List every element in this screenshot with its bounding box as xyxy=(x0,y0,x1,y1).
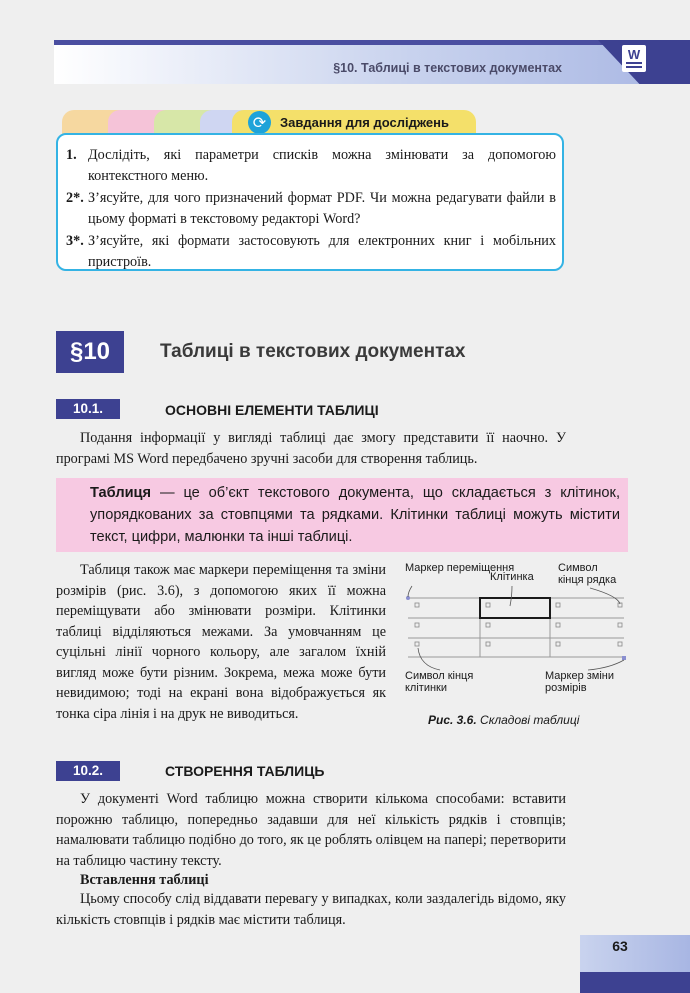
label-row-end: Символ кінця рядка xyxy=(558,562,617,586)
label-resize-marker: Маркер зміни розмірів xyxy=(545,670,615,694)
refresh-icon: ⟳ xyxy=(248,111,271,134)
label-cell-end: Символ кінця клітинки xyxy=(405,670,474,694)
task-item xyxy=(66,145,556,187)
paragraph-creation: У документі Word таблицю можна створити кількома способами: вставити порожню таблицю, попередньо задавши для неї кількість рядків і стовпців; намалювати таблицю подібно до того, як це роблять олівцем на папері; перетворити на таблицю частину тексту. xyxy=(56,791,566,869)
paragraph-insert: Цьому способу слід віддавати перевагу у випадках, коли заздалегідь відомо, яку кількість стовпців і рядків має містити таблиця. xyxy=(56,891,566,928)
task-number: 3*. xyxy=(66,233,84,249)
running-header-title: §10. Таблиці в текстових документах xyxy=(333,61,562,75)
paragraph-markers: Таблиця також має маркери переміщення та зміни розмірів (рис. 3.6), з допомогою яких її можна переміщувати або змінювати розміри. Клітинки таблиці відділяються межами. За умовчанням це суцільні лінії чорного кольору, але загалом їхній вигляд може бути різним. Зокрема, межа може бути невидимою; тоді на екрані вона відображується як тонка сіра лінія і на друк не виводиться. xyxy=(56,562,386,722)
definition-body: — це об’єкт текстового документа, що складається з клітинок, упорядкованих за стовпцями та рядками. Клітинки таблиці можуть містити текст, цифри, малюнки та інші таблиці. xyxy=(90,485,620,545)
figure-caption-number: Рис. 3.6. xyxy=(428,713,477,727)
task-item xyxy=(66,188,556,230)
page-header xyxy=(54,40,690,84)
definition-term: Таблиця xyxy=(90,485,152,501)
page-number: 63 xyxy=(612,938,628,954)
paragraph-intro: Подання інформації у вигляді таблиці дає змогу представити її наочно. У програмі MS Word передбачено зручні засоби для створення таблиць. xyxy=(56,430,566,467)
definition-text xyxy=(90,482,620,548)
task-text: Дослідіть, які параметри списків можна змінювати за допомогою контекстного меню. xyxy=(88,147,556,184)
task-text: З’ясуйте, які формати застосовують для електронних книг і мобільних пристроїв. xyxy=(88,233,556,270)
subsection-badge: 10.2. xyxy=(56,761,120,781)
section-title: Таблиці в текстових документах xyxy=(160,341,466,362)
header-top-line xyxy=(54,40,690,45)
task-text: З’ясуйте, для чого призначений формат PDF. Чи можна редагувати файли в цьому форматі в текстовому редакторі Word? xyxy=(88,190,556,227)
label-cell: Клітинка xyxy=(490,571,534,583)
figure-caption xyxy=(428,713,579,727)
section-badge: §10 xyxy=(56,331,124,373)
task-item xyxy=(66,231,556,273)
subsection-title: СТВОРЕННЯ ТАБЛИЦЬ xyxy=(165,763,325,779)
subsection-badge: 10.1. xyxy=(56,399,120,419)
insert-table-heading: Вставлення таблиці xyxy=(80,872,209,888)
word-document-icon: W xyxy=(622,45,646,72)
task-number: 1. xyxy=(66,147,77,163)
research-title: Завдання для досліджень xyxy=(280,115,449,130)
label-move-marker: Маркер переміщення xyxy=(405,562,515,574)
figure-caption-text: Складові таблиці xyxy=(476,713,580,727)
task-number: 2*. xyxy=(66,190,84,206)
subsection-title: ОСНОВНІ ЕЛЕМЕНТИ ТАБЛИЦІ xyxy=(165,402,379,418)
